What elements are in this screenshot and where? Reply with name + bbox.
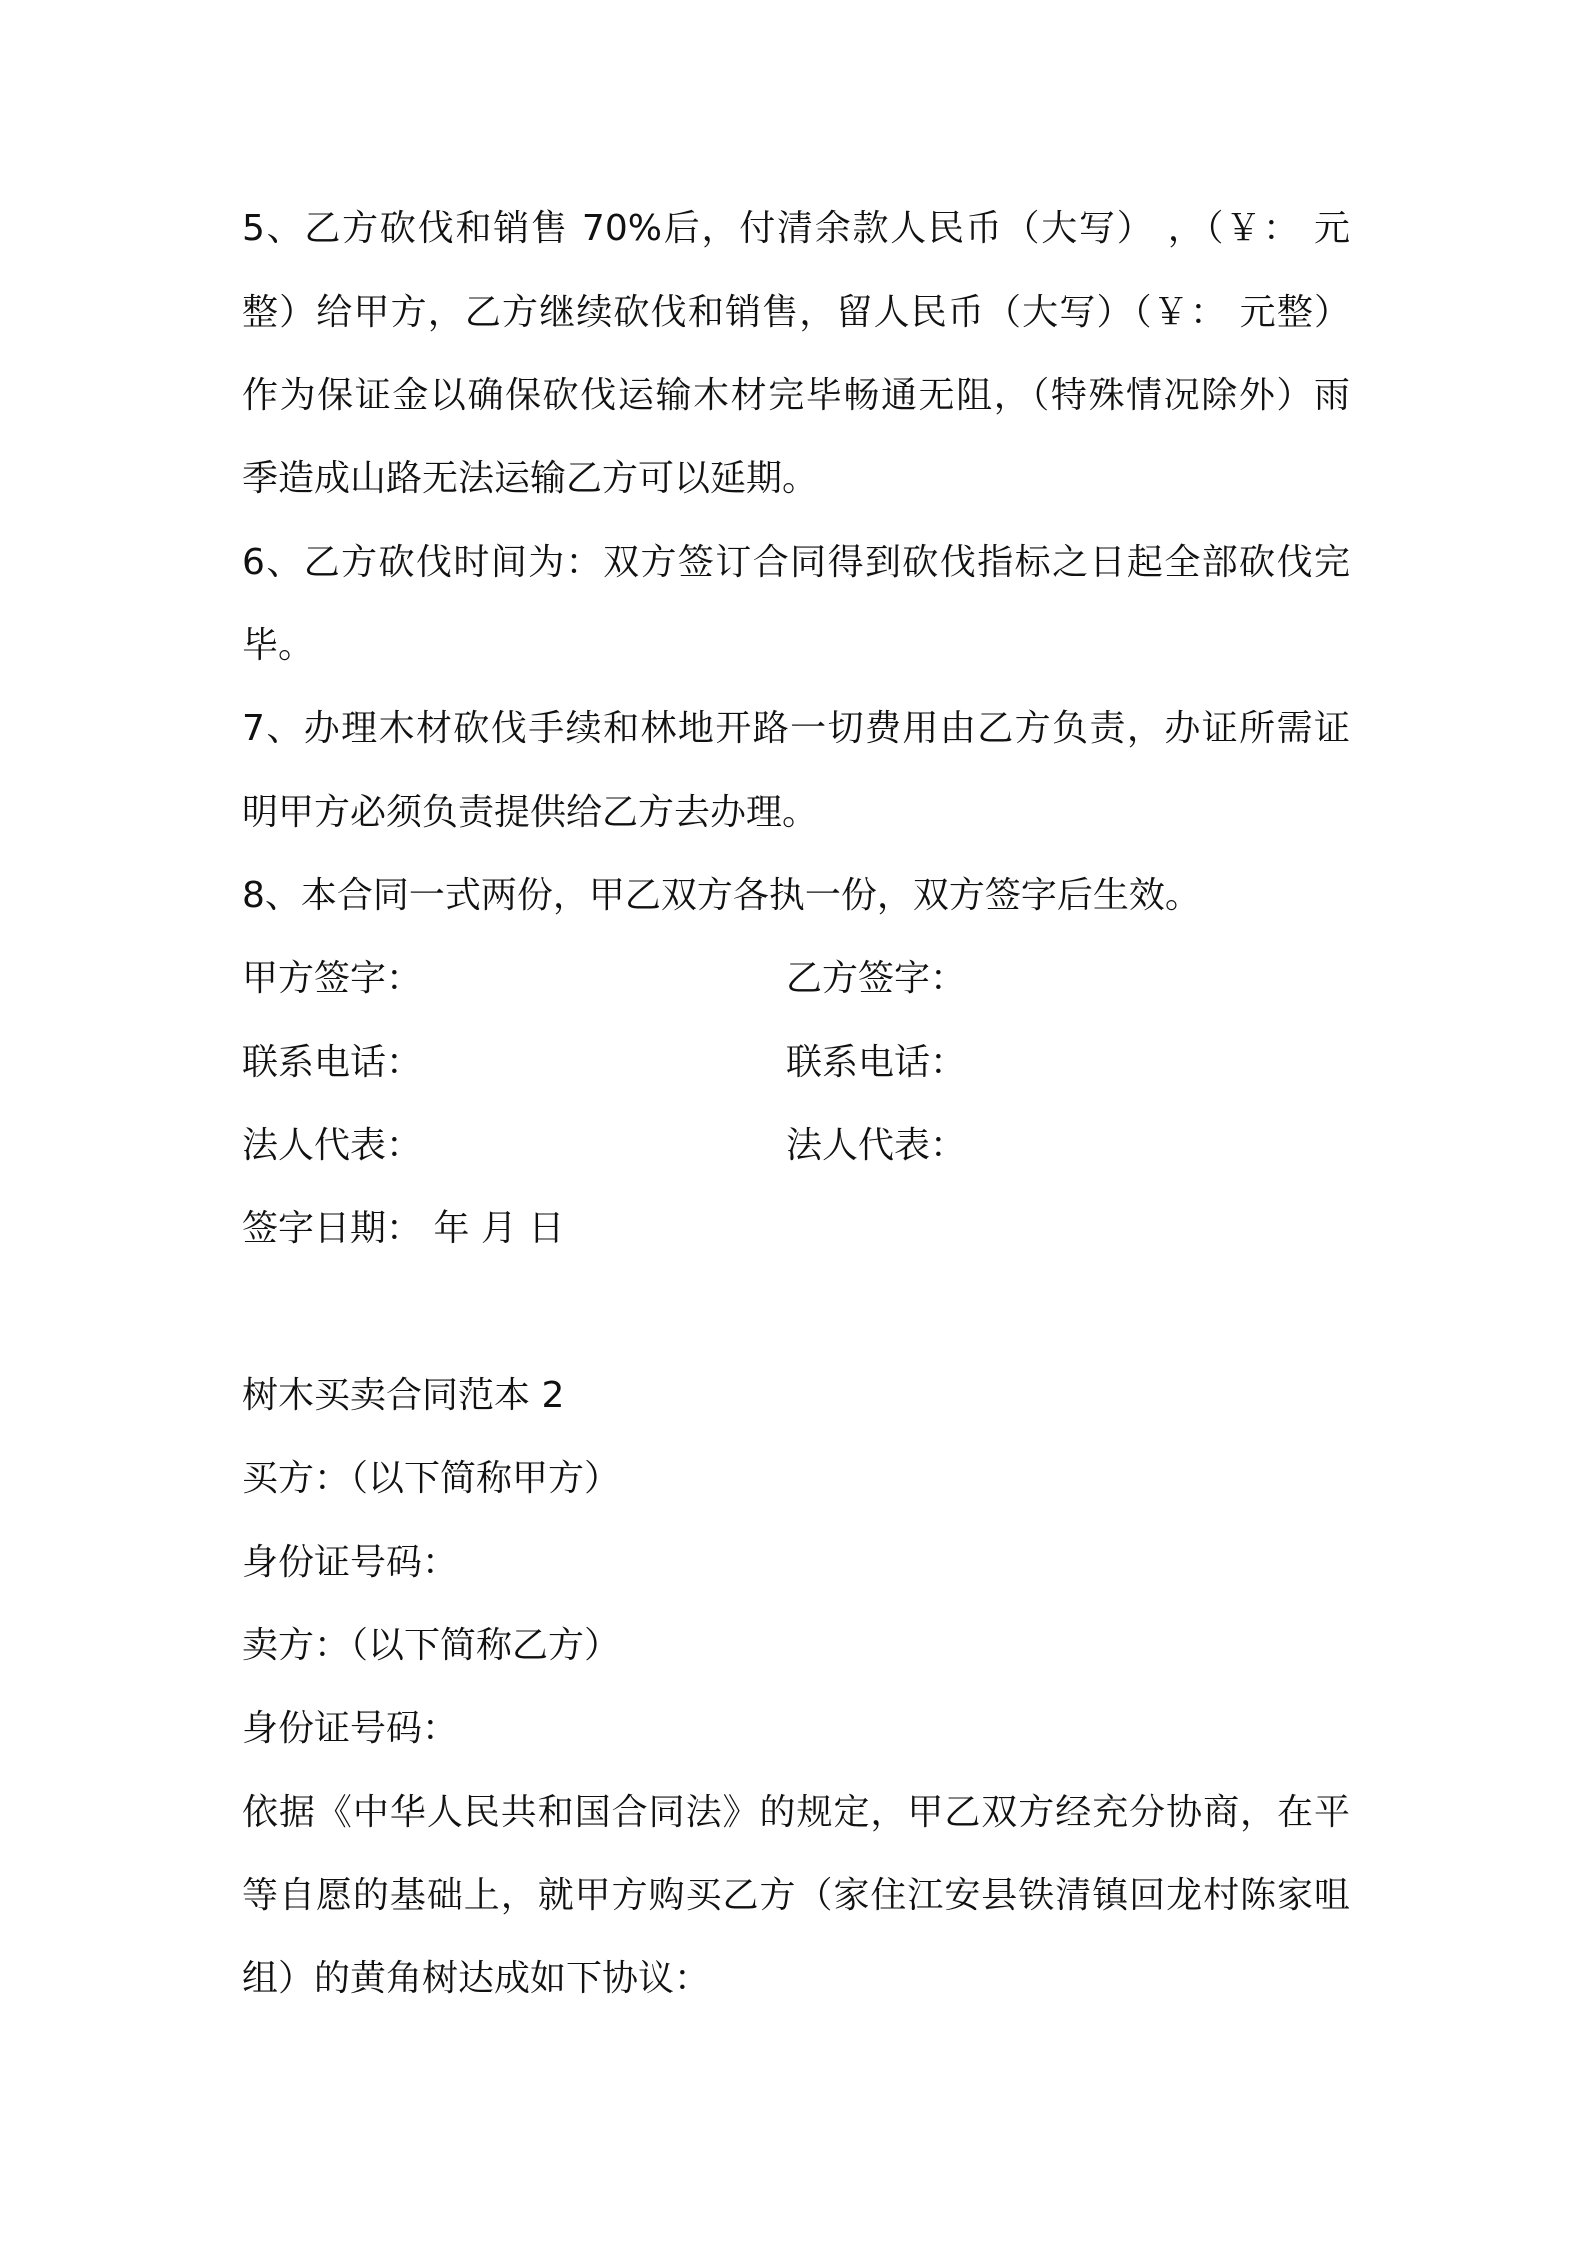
seller-id-line: 身份证号码： xyxy=(242,1708,459,1749)
party-a-signature-label: 甲方签字： xyxy=(242,958,423,999)
clause-5-line-3: 作为保证金以确保砍伐运输木材完毕畅通无阻，（特殊情况除外）雨 xyxy=(242,375,1350,416)
party-a-phone-label: 联系电话： xyxy=(242,1042,423,1083)
clause-6-line-1: 6、乙方砍伐时间为：双方签订合同得到砍伐指标之日起全部砍伐完 xyxy=(242,542,1350,583)
seller-line: 卖方：（以下简称乙方） xyxy=(242,1625,621,1666)
buyer-line: 买方：（以下简称甲方） xyxy=(242,1458,621,1499)
buyer-id-line: 身份证号码： xyxy=(242,1542,459,1583)
party-b-legal-rep-label: 法人代表： xyxy=(786,1125,967,1166)
clause-8-line-1: 8、本合同一式两份，甲乙双方各执一份，双方签字后生效。 xyxy=(242,875,1201,916)
clause-7-line-2: 明甲方必须负责提供给乙方去办理。 xyxy=(242,792,819,833)
party-a-legal-rep-label: 法人代表： xyxy=(242,1125,423,1166)
clause-5-line-4: 季造成山路无法运输乙方可以延期。 xyxy=(242,458,819,499)
intro-line-1: 依据《中华人民共和国合同法》的规定，甲乙双方经充分协商，在平 xyxy=(242,1792,1350,1833)
clause-5-line-2: 整）给甲方，乙方继续砍伐和销售，留人民币（大写）（￥： 元整） xyxy=(242,292,1350,333)
clause-5-line-1: 5、乙方砍伐和销售 70%后，付清余款人民币（大写） ，（￥： 元 xyxy=(242,208,1350,249)
intro-line-3: 组）的黄角树达成如下协议： xyxy=(242,1958,711,1999)
contract-2-title: 树木买卖合同范本 2 xyxy=(242,1375,565,1416)
intro-line-2: 等自愿的基础上，就甲方购买乙方（家住江安县铁清镇回龙村陈家咀 xyxy=(242,1875,1350,1916)
party-b-signature-label: 乙方签字： xyxy=(786,958,967,999)
clause-6-line-2: 毕。 xyxy=(242,625,315,666)
clause-7-line-1: 7、办理木材砍伐手续和林地开路一切费用由乙方负责，办证所需证 xyxy=(242,708,1350,749)
signing-date-label: 签字日期： 年 月 日 xyxy=(242,1208,565,1249)
party-b-phone-label: 联系电话： xyxy=(786,1042,967,1083)
